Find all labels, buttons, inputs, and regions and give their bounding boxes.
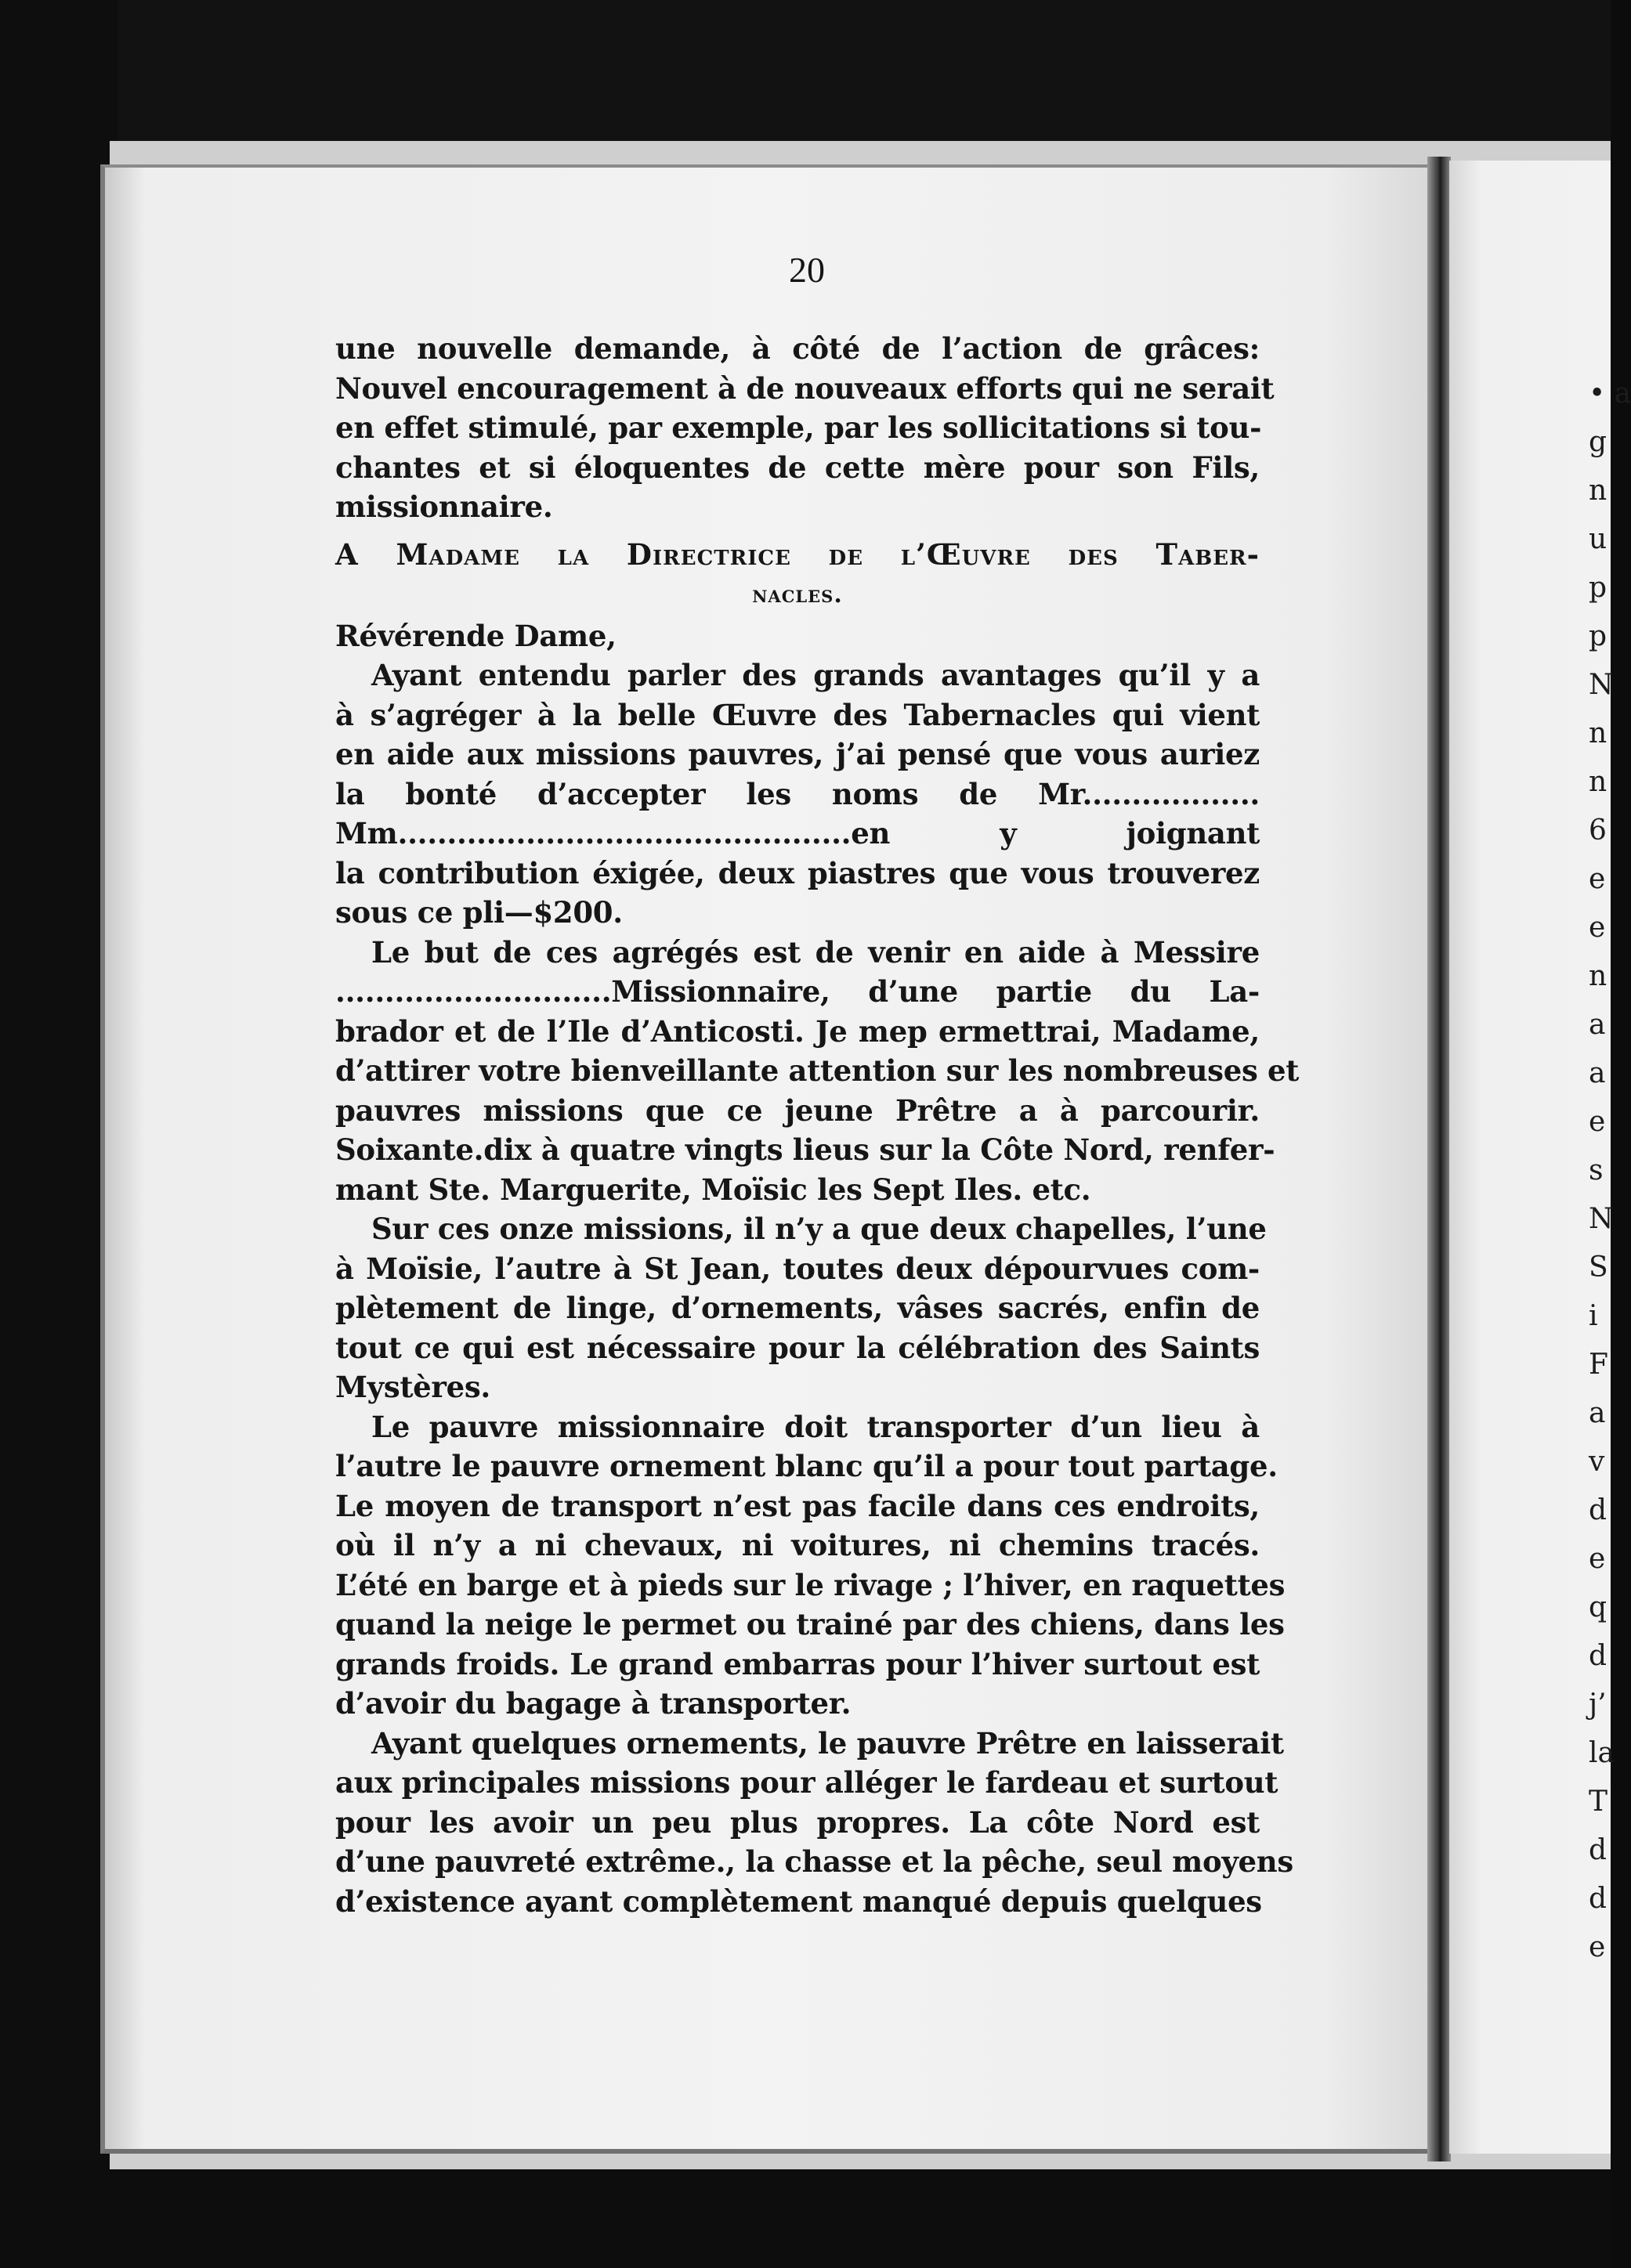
text-line: chantes et si éloquentes de cette mère pour son Fils, [335,450,1260,485]
facing-page-fragment: • a [1589,377,1631,410]
facing-page-fragment: n [1589,475,1607,507]
text-line: d’attirer votre bienveillante attention sur les nombreuses et [335,1053,1300,1088]
facing-page-fragment: la [1589,1737,1615,1769]
facing-page-fragment: i [1589,1300,1598,1332]
salutation: Révérende Dame, [335,618,617,653]
facing-page-fragment: j’ [1589,1688,1607,1721]
right-page [1449,161,1611,2154]
letter-heading-continuation: nacles. [752,580,843,609]
text-line: Sur ces onze missions, il n’y a que deux chapelles, l’une [371,1212,1267,1246]
text-line: la contribution éxigée, deux piastres que vous trouverez [335,855,1260,890]
facing-page-fragment: e [1589,912,1606,944]
text-line: tout ce qui est nécessaire pour la célébration des Saints [335,1330,1260,1365]
facing-page-fragment: 6 [1589,814,1607,847]
facing-page-fragment: T [1589,1786,1608,1818]
text-line: Mystères. [335,1370,490,1404]
text-line: Ayant entendu parler des grands avantages qu’il y a [371,658,1260,692]
facing-page-fragment: e [1589,1543,1606,1575]
scan-background-bottom [0,2161,1611,2268]
facing-page-fragment: a [1589,1009,1606,1041]
facing-page-fragment: d [1589,1834,1607,1866]
page-text [335,329,1300,1921]
letter-heading: A Madame la Directrice de l’Œuvre des Taber- [335,536,1260,572]
text-line: d’existence ayant complètement manqué depuis quelques [335,1883,1262,1919]
text-line: pauvres missions que ce jeune Prêtre a à parcourir. [335,1092,1260,1128]
text-line: à s’agréger à la belle Œuvre des Tabernacles qui vient [335,697,1260,732]
facing-page-fragment: a [1589,1397,1606,1429]
facing-page-fragment: q [1589,1591,1607,1623]
facing-page-fragment: d [1589,1883,1607,1915]
text-line: sous ce pli—$200. [335,895,623,930]
facing-page-fragment: d [1589,1494,1607,1526]
text-line: en effet stimulé, par exemple, par les sollicitations si tou- [335,410,1262,445]
facing-page-fragment: g [1589,426,1607,458]
text-line: l’autre le pauvre ornement blanc qu’il a pour tout partage. [335,1449,1278,1483]
page-number: 20 [789,250,825,290]
facing-page-fragment: n [1589,766,1607,798]
text-line: plètement de linge, d’ornements, vâses sacrés, enfin de [335,1291,1260,1325]
facing-page-fragment: F [1589,1349,1608,1381]
text-line: d’une pauvreté extrême., la chasse et la pêche, seul moyens [335,1844,1293,1879]
facing-page-fragment: e [1589,863,1606,895]
text-line: d’avoir du bagage à transporter. [335,1686,852,1721]
text-line: quand la neige le permet ou trainé par des chiens, dans les [335,1607,1285,1641]
facing-page-fragment: n [1589,960,1607,992]
text-line: la bonté d’accepter les noms de Mr.................. [335,776,1260,811]
facing-page-fragment: e [1589,1106,1606,1138]
book-gutter [1427,157,1451,2161]
facing-page-fragment: p [1589,572,1607,604]
text-line: L’été en barge et à pieds sur le rivage ; l’hiver, en raquettes [335,1567,1286,1602]
facing-page-fragment: d [1589,1640,1607,1672]
text-line: où il n’y a ni chevaux, ni voitures, ni chemins tracés. [335,1528,1260,1562]
text-line: brador et de l’Ile d’Anticosti. Je mep ermettrai, Madame, [335,1013,1260,1049]
text-line: Le but de ces agrégés est de venir en aide à Messire [371,934,1260,970]
text-line: à Moïsie, l’autre à St Jean, toutes deux dépourvues com- [335,1251,1260,1286]
text-line: Soixante.dix à quatre vingts lieus sur la Côte Nord, renfer- [335,1132,1275,1167]
text-line: Nouvel encouragement à de nouveaux efforts qui ne serait [335,370,1275,406]
facing-page-fragment: e [1589,1931,1606,1963]
scan-background-top [0,0,1611,145]
facing-page-fragment: n [1589,717,1607,749]
text-line: Le pauvre missionnaire doit transporter d’un lieu à [371,1409,1260,1444]
text-line: Mm..............................................en y joignant [335,816,1260,850]
facing-page-fragment: N [1589,1203,1614,1235]
text-line: en aide aux missions pauvres, j’ai pensé que vous auriez [335,737,1260,771]
text-line: Ayant quelques ornements, le pauvre Prêtre en laisserait [371,1725,1284,1761]
text-line: missionnaire. [335,489,553,524]
facing-page-fragments [1589,374,1631,1977]
facing-page-fragment: v [1589,1446,1605,1478]
facing-page-fragment: a [1589,1057,1606,1089]
text-line: grands froids. Le grand embarras pour l’hiver surtout est [335,1646,1260,1681]
text-line: une nouvelle demande, à côté de l’action de grâces: [335,331,1260,366]
text-line: ............................Missionnaire, d’une partie du La- [335,974,1260,1009]
facing-page-fragment: s [1589,1154,1604,1186]
text-line: mant Ste. Marguerite, Moïsic les Sept Iles. etc. [335,1172,1091,1207]
facing-page-fragment: p [1589,620,1607,652]
text-line: Le moyen de transport n’est pas facile dans ces endroits, [335,1488,1260,1523]
text-line: pour les avoir un peu plus propres. La côte Nord est [335,1804,1260,1840]
facing-page-fragment: u [1589,523,1607,555]
text-line: aux principales missions pour alléger le fardeau et surtout [335,1765,1278,1800]
facing-page-fragment: N [1589,669,1614,701]
facing-page-fragment: S [1589,1251,1608,1284]
